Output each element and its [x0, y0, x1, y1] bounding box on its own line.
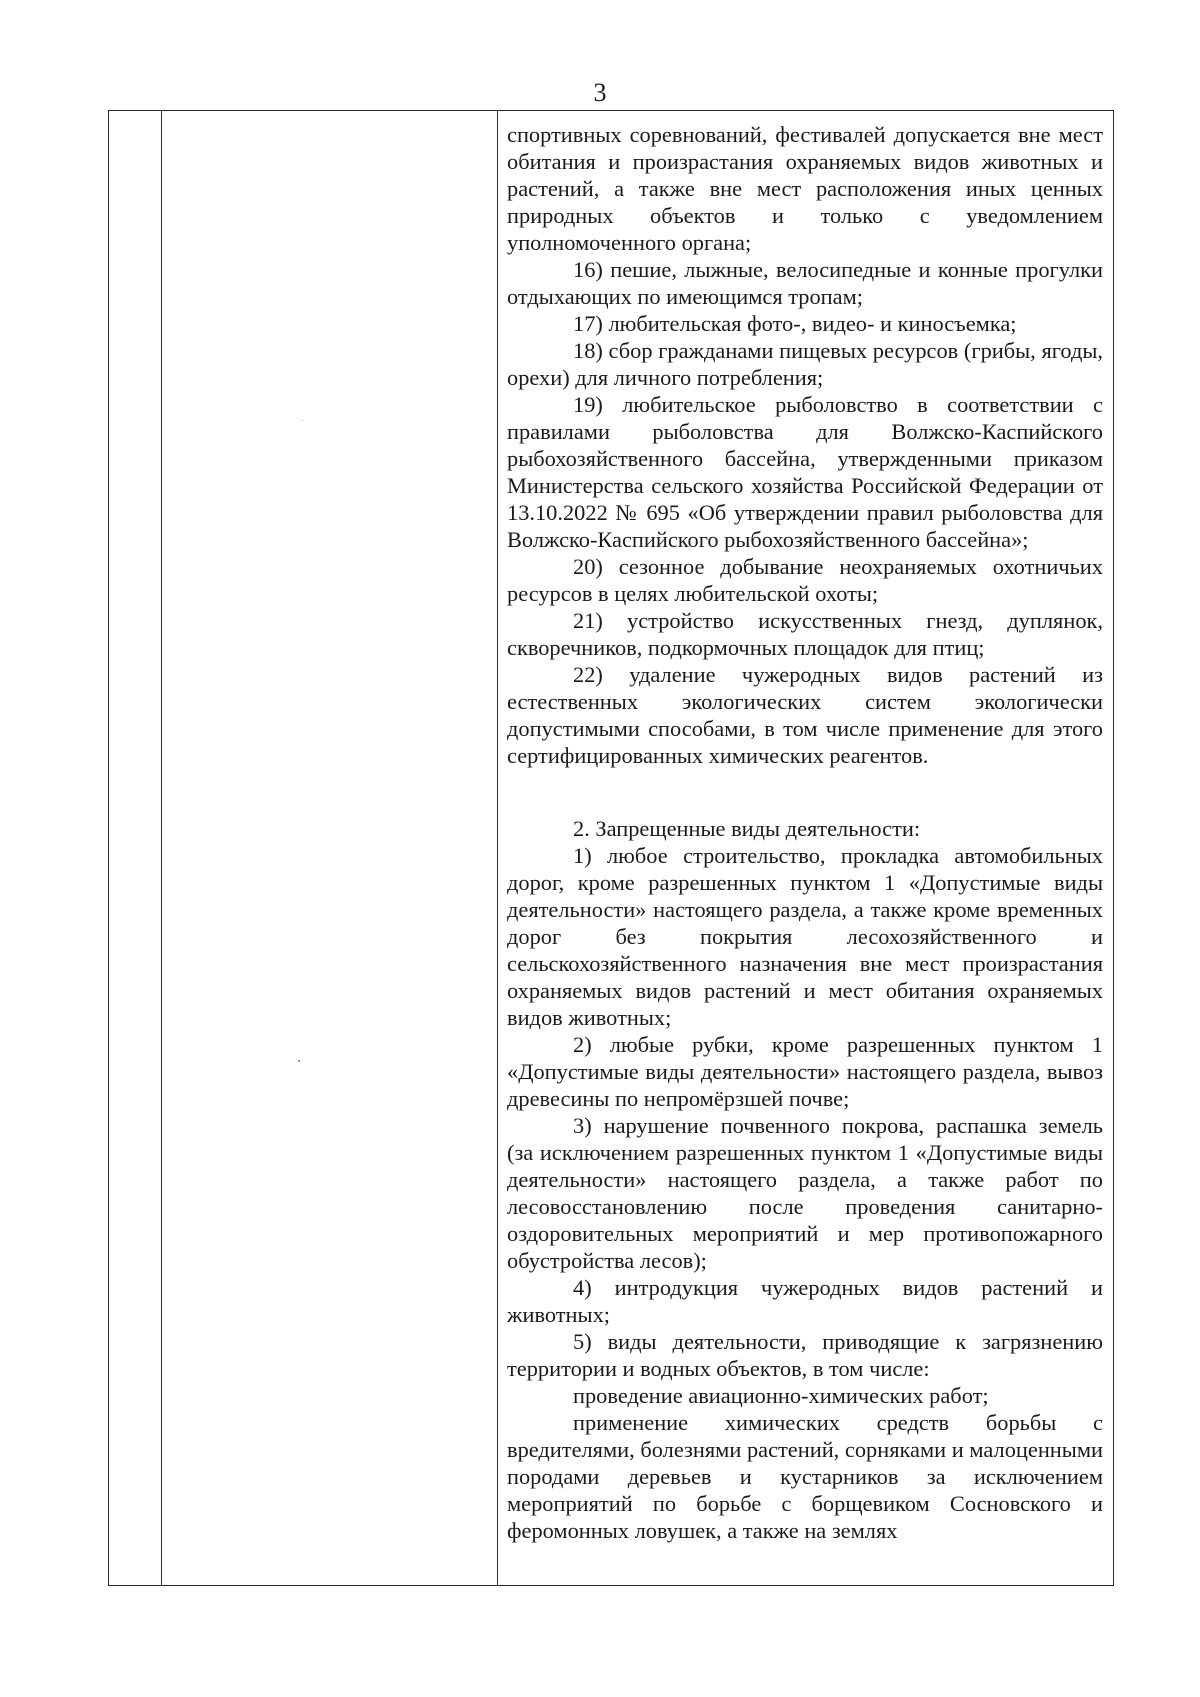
page-number: 3: [593, 78, 607, 107]
paragraph: 16) пешие, лыжные, велосипедные и конные прогулки отдыхающих по имеющимся тропам;: [507, 257, 1103, 309]
paragraph: 2) любые рубки, кроме разрешенных пунктом 1 «Допустимые виды деятельности» настоящего раздела, вывоз древесины по непромёрзшей почве;: [507, 1032, 1103, 1111]
document-table: [108, 110, 1114, 1586]
paragraph: 19) любительское рыболовство в соответствии с правилами рыболовства для Волжско-Каспийского рыбохозяйственного бассейна, утвержденными приказом Министерства сельского хозяйства Российской Федерации от 13.10.2022 № 695 «Об утверждении правил рыболовства для Волжско-Каспийского рыбохозяйственного бассейна»;: [507, 392, 1103, 552]
paragraph: 22) удаление чужеродных видов растений из естественных экологических систем экологически допустимыми способами, в том числе применение для этого сертифицированных химических реагентов.: [507, 662, 1103, 768]
scan-speck: [302, 420, 303, 421]
paragraph: проведение авиационно-химических работ;: [573, 1383, 989, 1408]
table-column-divider-2: [497, 111, 498, 1585]
paragraph: 2. Запрещенные виды деятельности:: [573, 816, 921, 841]
paragraph: 20) сезонное добывание неохраняемых охотничьих ресурсов в целях любительской охоты;: [507, 554, 1103, 606]
paragraph: спортивных соревнований, фестивалей допускается вне мест обитания и произрастания охраняемых видов животных и растений, а также вне мест расположения иных ценных природных объектов и только с уведомлением уполномоченного органа;: [507, 122, 1103, 255]
table-text-cell: [507, 121, 1103, 1544]
paragraph: 5) виды деятельности, приводящие к загрязнению территории и водных объектов, в том числе:: [507, 1329, 1103, 1381]
paragraph: 3) нарушение почвенного покрова, распашка земель (за исключением разрешенных пунктом 1 «Допустимые виды деятельности» настоящего раздела, а также работ по лесовосстановлению после проведения санитарно-оздоровительных мероприятий и мер противопожарного обустройства лесов);: [507, 1113, 1103, 1273]
paragraph: 17) любительская фото-, видео- и киносъемка;: [573, 311, 1017, 336]
paragraph-gap: [507, 769, 1103, 815]
paragraph: применение химических средств борьбы с вредителями, болезнями растений, сорняками и малоценными породами деревьев и кустарников за исключением мероприятий по борьбе с борщевиком Сосновского и феромонных ловушек, а также на землях: [507, 1410, 1103, 1543]
paragraph: 4) интродукция чужеродных видов растений и животных;: [507, 1275, 1103, 1327]
paragraph: 18) сбор гражданами пищевых ресурсов (грибы, ягоды, орехи) для личного потребления;: [507, 338, 1103, 390]
paragraph: 21) устройство искусственных гнезд, дуплянок, скворечников, подкормочных площадок для птиц;: [507, 608, 1103, 660]
table-column-divider-1: [161, 111, 162, 1585]
scan-speck: [298, 1060, 300, 1062]
paragraph: 1) любое строительство, прокладка автомобильных дорог, кроме разрешенных пунктом 1 «Допустимые виды деятельности» настоящего раздела, а также кроме временных дорог без покрытия лесохозяйственного и сельскохозяйственного назначения вне мест произрастания охраняемых видов растений и мест обитания охраняемых видов животных;: [507, 843, 1103, 1030]
